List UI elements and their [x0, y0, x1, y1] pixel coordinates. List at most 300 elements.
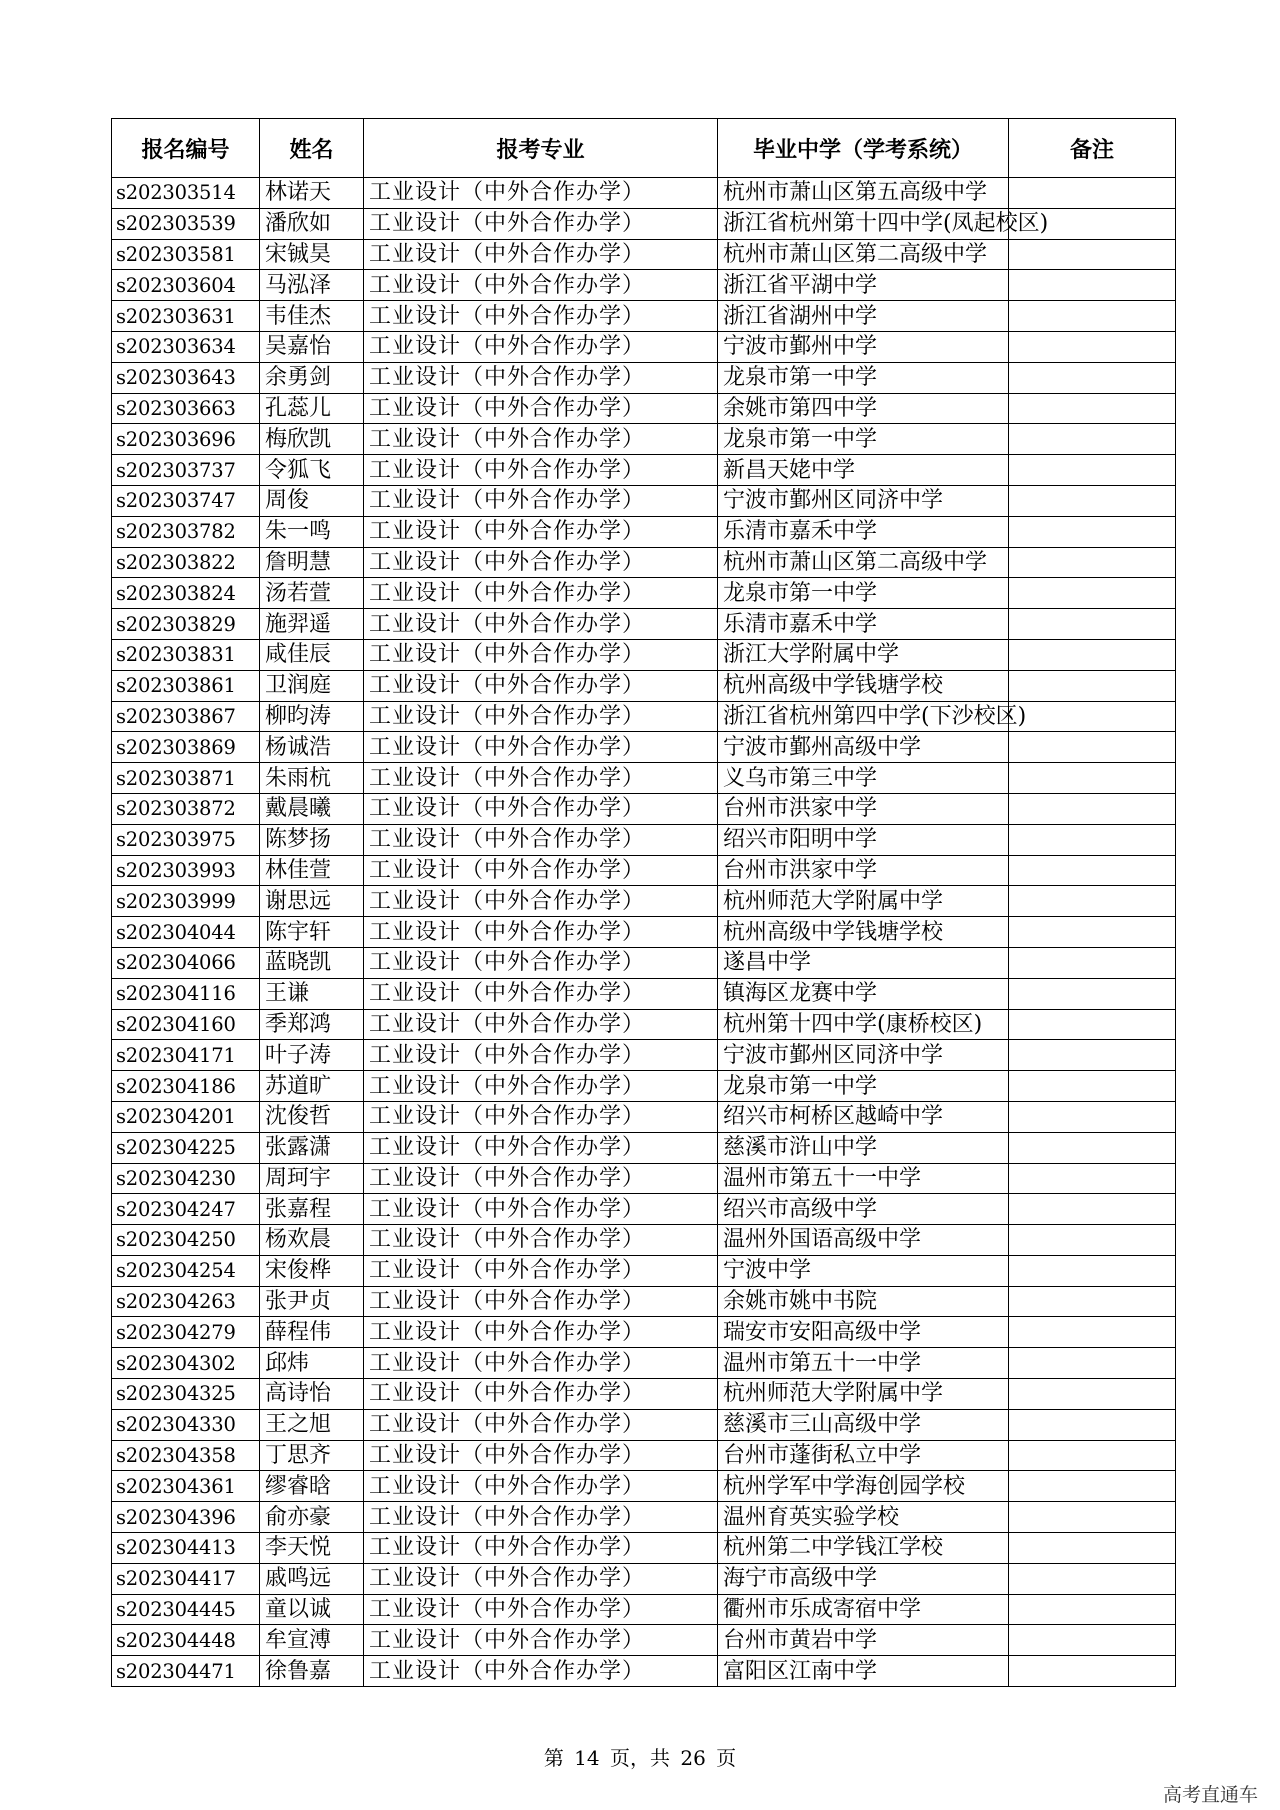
- cell-registration-id: s202304263: [112, 1286, 260, 1317]
- table-row: [112, 1656, 1176, 1687]
- cell-major: 工业设计（中外合作办学）: [364, 270, 718, 301]
- cell-major: 工业设计（中外合作办学）: [364, 1317, 718, 1348]
- cell-registration-id: s202304445: [112, 1594, 260, 1625]
- cell-major: 工业设计（中外合作办学）: [364, 1379, 718, 1410]
- table-row: [112, 1317, 1176, 1348]
- table-row: [112, 1286, 1176, 1317]
- table-row: [112, 793, 1176, 824]
- cell-note: [1009, 886, 1176, 917]
- table-row: [112, 639, 1176, 670]
- cell-school: 浙江大学附属中学: [718, 639, 1009, 670]
- cell-major: 工业设计（中外合作办学）: [364, 947, 718, 978]
- cell-school: 台州市洪家中学: [718, 855, 1009, 886]
- cell-major: 工业设计（中外合作办学）: [364, 424, 718, 455]
- cell-major: 工业设计（中外合作办学）: [364, 1225, 718, 1256]
- cell-note: [1009, 239, 1176, 270]
- cell-name: 孔蕊儿: [260, 393, 364, 424]
- cell-registration-id: s202304171: [112, 1040, 260, 1071]
- table-row: [112, 1563, 1176, 1594]
- cell-major: 工业设计（中外合作办学）: [364, 1255, 718, 1286]
- table-row: [112, 732, 1176, 763]
- cell-note: [1009, 1009, 1176, 1040]
- cell-note: [1009, 1656, 1176, 1687]
- cell-note: [1009, 362, 1176, 393]
- cell-school: 镇海区龙赛中学: [718, 978, 1009, 1009]
- cell-name: 李天悦: [260, 1533, 364, 1564]
- cell-note: [1009, 793, 1176, 824]
- cell-school: 富阳区江南中学: [718, 1656, 1009, 1687]
- cell-name: 俞亦豪: [260, 1502, 364, 1533]
- table-row: [112, 547, 1176, 578]
- cell-note: [1009, 1563, 1176, 1594]
- cell-school: 宁波市鄞州中学: [718, 331, 1009, 362]
- cell-name: 苏道旷: [260, 1071, 364, 1102]
- cell-school: 义乌市第三中学: [718, 763, 1009, 794]
- cell-major: 工业设计（中外合作办学）: [364, 1440, 718, 1471]
- cell-registration-id: s202303867: [112, 701, 260, 732]
- cell-major: 工业设计（中外合作办学）: [364, 886, 718, 917]
- cell-registration-id: s202304330: [112, 1409, 260, 1440]
- cell-registration-id: s202303872: [112, 793, 260, 824]
- cell-school: 浙江省杭州第四中学(下沙校区): [718, 701, 1009, 732]
- cell-note: [1009, 1101, 1176, 1132]
- cell-major: 工业设计（中外合作办学）: [364, 1533, 718, 1564]
- table-row: [112, 1440, 1176, 1471]
- cell-registration-id: s202303999: [112, 886, 260, 917]
- cell-school: 杭州高级中学钱塘学校: [718, 917, 1009, 948]
- cell-major: 工业设计（中外合作办学）: [364, 763, 718, 794]
- cell-name: 沈俊哲: [260, 1101, 364, 1132]
- table-row: [112, 701, 1176, 732]
- cell-name: 周俊: [260, 485, 364, 516]
- table-row: [112, 1163, 1176, 1194]
- page-number: 第 14 页，共 26 页: [543, 1746, 737, 1770]
- table-row: [112, 1379, 1176, 1410]
- table-row: [112, 855, 1176, 886]
- cell-name: 杨诚浩: [260, 732, 364, 763]
- cell-note: [1009, 1071, 1176, 1102]
- cell-school: 杭州市萧山区第二高级中学: [718, 547, 1009, 578]
- table-row: [112, 1471, 1176, 1502]
- cell-registration-id: s202304230: [112, 1163, 260, 1194]
- cell-school: 新昌天姥中学: [718, 455, 1009, 486]
- cell-major: 工业设计（中外合作办学）: [364, 1594, 718, 1625]
- cell-name: 林诺天: [260, 178, 364, 209]
- cell-registration-id: s202303871: [112, 763, 260, 794]
- cell-registration-id: s202303604: [112, 270, 260, 301]
- cell-note: [1009, 917, 1176, 948]
- table-row: [112, 362, 1176, 393]
- table-row: [112, 1225, 1176, 1256]
- cell-note: [1009, 1379, 1176, 1410]
- cell-registration-id: s202303831: [112, 639, 260, 670]
- cell-school: 龙泉市第一中学: [718, 578, 1009, 609]
- table-row: [112, 393, 1176, 424]
- cell-school: 浙江省杭州第十四中学(凤起校区): [718, 208, 1009, 239]
- cell-major: 工业设计（中外合作办学）: [364, 1348, 718, 1379]
- cell-note: [1009, 455, 1176, 486]
- cell-major: 工业设计（中外合作办学）: [364, 639, 718, 670]
- cell-school: 乐清市嘉禾中学: [718, 609, 1009, 640]
- cell-name: 戴晨曦: [260, 793, 364, 824]
- table-row: [112, 485, 1176, 516]
- cell-school: 温州市第五十一中学: [718, 1163, 1009, 1194]
- cell-name: 周珂宇: [260, 1163, 364, 1194]
- cell-school: 温州市第五十一中学: [718, 1348, 1009, 1379]
- cell-name: 牟宣溥: [260, 1625, 364, 1656]
- cell-registration-id: s202304396: [112, 1502, 260, 1533]
- table-row: [112, 178, 1176, 209]
- cell-major: 工业设计（中外合作办学）: [364, 1286, 718, 1317]
- watermark-text: 高考直通车: [1162, 1784, 1258, 1806]
- cell-major: 工业设计（中外合作办学）: [364, 1502, 718, 1533]
- cell-name: 潘欣如: [260, 208, 364, 239]
- cell-major: 工业设计（中外合作办学）: [364, 1071, 718, 1102]
- cell-note: [1009, 855, 1176, 886]
- table-row: [112, 239, 1176, 270]
- cell-name: 季郑鸿: [260, 1009, 364, 1040]
- cell-note: [1009, 393, 1176, 424]
- cell-major: 工业设计（中外合作办学）: [364, 1163, 718, 1194]
- cell-note: [1009, 763, 1176, 794]
- cell-registration-id: s202304361: [112, 1471, 260, 1502]
- cell-major: 工业设计（中外合作办学）: [364, 670, 718, 701]
- cell-major: 工业设计（中外合作办学）: [364, 1563, 718, 1594]
- cell-name: 谢思远: [260, 886, 364, 917]
- cell-school: 温州外国语高级中学: [718, 1225, 1009, 1256]
- cell-school: 宁波市鄞州区同济中学: [718, 1040, 1009, 1071]
- table-row: [112, 331, 1176, 362]
- cell-registration-id: s202303829: [112, 609, 260, 640]
- cell-registration-id: s202304413: [112, 1533, 260, 1564]
- table-row: [112, 1255, 1176, 1286]
- cell-name: 陈宇轩: [260, 917, 364, 948]
- cell-note: [1009, 1132, 1176, 1163]
- cell-note: [1009, 1225, 1176, 1256]
- cell-registration-id: s202304116: [112, 978, 260, 1009]
- cell-name: 詹明慧: [260, 547, 364, 578]
- cell-note: [1009, 1040, 1176, 1071]
- header-major: 报考专业: [364, 119, 718, 178]
- cell-school: 衢州市乐成寄宿中学: [718, 1594, 1009, 1625]
- cell-name: 梅欣凯: [260, 424, 364, 455]
- cell-note: [1009, 547, 1176, 578]
- cell-registration-id: s202303634: [112, 331, 260, 362]
- table-row: [112, 978, 1176, 1009]
- cell-note: [1009, 639, 1176, 670]
- cell-name: 张尹贞: [260, 1286, 364, 1317]
- table-row: [112, 270, 1176, 301]
- cell-note: [1009, 1409, 1176, 1440]
- cell-note: [1009, 270, 1176, 301]
- cell-major: 工业设计（中外合作办学）: [364, 1409, 718, 1440]
- cell-registration-id: s202304279: [112, 1317, 260, 1348]
- cell-major: 工业设计（中外合作办学）: [364, 301, 718, 332]
- cell-school: 海宁市高级中学: [718, 1563, 1009, 1594]
- table-row: [112, 1594, 1176, 1625]
- cell-major: 工业设计（中外合作办学）: [364, 578, 718, 609]
- table-row: [112, 1625, 1176, 1656]
- cell-school: 温州育英实验学校: [718, 1502, 1009, 1533]
- cell-school: 宁波中学: [718, 1255, 1009, 1286]
- cell-name: 张嘉程: [260, 1194, 364, 1225]
- cell-note: [1009, 1163, 1176, 1194]
- cell-name: 张露潇: [260, 1132, 364, 1163]
- cell-note: [1009, 701, 1176, 732]
- cell-name: 叶子涛: [260, 1040, 364, 1071]
- cell-school: 台州市洪家中学: [718, 793, 1009, 824]
- header-note: 备注: [1009, 119, 1176, 178]
- cell-school: 杭州师范大学附属中学: [718, 886, 1009, 917]
- cell-note: [1009, 1348, 1176, 1379]
- cell-note: [1009, 1471, 1176, 1502]
- cell-major: 工业设计（中外合作办学）: [364, 1656, 718, 1687]
- cell-registration-id: s202303993: [112, 855, 260, 886]
- cell-school: 瑞安市安阳高级中学: [718, 1317, 1009, 1348]
- cell-registration-id: s202303737: [112, 455, 260, 486]
- cell-school: 乐清市嘉禾中学: [718, 516, 1009, 547]
- cell-school: 台州市蓬街私立中学: [718, 1440, 1009, 1471]
- table-row: [112, 1502, 1176, 1533]
- table-row: [112, 1009, 1176, 1040]
- table-row: [112, 208, 1176, 239]
- table-row: [112, 917, 1176, 948]
- cell-major: 工业设计（中外合作办学）: [364, 208, 718, 239]
- cell-school: 浙江省湖州中学: [718, 301, 1009, 332]
- cell-name: 蓝晓凯: [260, 947, 364, 978]
- cell-note: [1009, 1594, 1176, 1625]
- cell-registration-id: s202304201: [112, 1101, 260, 1132]
- cell-registration-id: s202303539: [112, 208, 260, 239]
- cell-school: 余姚市姚中书院: [718, 1286, 1009, 1317]
- cell-school: 台州市黄岩中学: [718, 1625, 1009, 1656]
- cell-registration-id: s202304448: [112, 1625, 260, 1656]
- cell-name: 宋铖昊: [260, 239, 364, 270]
- admission-list-table: [111, 118, 1176, 1687]
- cell-major: 工业设计（中外合作办学）: [364, 239, 718, 270]
- table-row: [112, 1409, 1176, 1440]
- cell-name: 林佳萱: [260, 855, 364, 886]
- header-name: 姓名: [260, 119, 364, 178]
- cell-name: 丁思齐: [260, 1440, 364, 1471]
- cell-note: [1009, 301, 1176, 332]
- cell-school: 杭州第十四中学(康桥校区): [718, 1009, 1009, 1040]
- table-row: [112, 1194, 1176, 1225]
- cell-registration-id: s202304254: [112, 1255, 260, 1286]
- cell-registration-id: s202304250: [112, 1225, 260, 1256]
- cell-name: 缪睿晗: [260, 1471, 364, 1502]
- table-row: [112, 301, 1176, 332]
- cell-name: 薛程伟: [260, 1317, 364, 1348]
- cell-name: 童以诚: [260, 1594, 364, 1625]
- cell-registration-id: s202304247: [112, 1194, 260, 1225]
- cell-major: 工业设计（中外合作办学）: [364, 516, 718, 547]
- cell-registration-id: s202303696: [112, 424, 260, 455]
- cell-school: 龙泉市第一中学: [718, 424, 1009, 455]
- cell-school: 杭州市萧山区第五高级中学: [718, 178, 1009, 209]
- cell-registration-id: s202304225: [112, 1132, 260, 1163]
- cell-major: 工业设计（中外合作办学）: [364, 178, 718, 209]
- cell-note: [1009, 1533, 1176, 1564]
- cell-name: 汤若萱: [260, 578, 364, 609]
- cell-registration-id: s202303514: [112, 178, 260, 209]
- table-row: [112, 670, 1176, 701]
- cell-registration-id: s202304044: [112, 917, 260, 948]
- table-row: [112, 1071, 1176, 1102]
- cell-registration-id: s202303747: [112, 485, 260, 516]
- table-body: [112, 178, 1176, 1687]
- cell-name: 王谦: [260, 978, 364, 1009]
- cell-major: 工业设计（中外合作办学）: [364, 978, 718, 1009]
- cell-major: 工业设计（中外合作办学）: [364, 1132, 718, 1163]
- cell-major: 工业设计（中外合作办学）: [364, 1471, 718, 1502]
- cell-school: 杭州学军中学海创园学校: [718, 1471, 1009, 1502]
- cell-registration-id: s202303631: [112, 301, 260, 332]
- cell-note: [1009, 485, 1176, 516]
- cell-registration-id: s202304471: [112, 1656, 260, 1687]
- cell-registration-id: s202303861: [112, 670, 260, 701]
- cell-name: 朱一鸣: [260, 516, 364, 547]
- cell-major: 工业设计（中外合作办学）: [364, 732, 718, 763]
- cell-school: 杭州高级中学钱塘学校: [718, 670, 1009, 701]
- table-row: [112, 1101, 1176, 1132]
- cell-major: 工业设计（中外合作办学）: [364, 1009, 718, 1040]
- cell-school: 宁波市鄞州高级中学: [718, 732, 1009, 763]
- table-row: [112, 1533, 1176, 1564]
- cell-note: [1009, 1440, 1176, 1471]
- cell-registration-id: s202303869: [112, 732, 260, 763]
- cell-name: 咸佳辰: [260, 639, 364, 670]
- cell-major: 工业设计（中外合作办学）: [364, 1194, 718, 1225]
- cell-note: [1009, 947, 1176, 978]
- cell-major: 工业设计（中外合作办学）: [364, 855, 718, 886]
- cell-note: [1009, 1194, 1176, 1225]
- cell-major: 工业设计（中外合作办学）: [364, 1101, 718, 1132]
- cell-school: 慈溪市浒山中学: [718, 1132, 1009, 1163]
- cell-name: 余勇剑: [260, 362, 364, 393]
- cell-major: 工业设计（中外合作办学）: [364, 455, 718, 486]
- cell-school: 余姚市第四中学: [718, 393, 1009, 424]
- cell-registration-id: s202303975: [112, 824, 260, 855]
- table-header-row: [112, 119, 1176, 178]
- cell-note: [1009, 978, 1176, 1009]
- cell-name: 韦佳杰: [260, 301, 364, 332]
- cell-major: 工业设计（中外合作办学）: [364, 331, 718, 362]
- cell-name: 朱雨杭: [260, 763, 364, 794]
- table-row: [112, 824, 1176, 855]
- cell-major: 工业设计（中外合作办学）: [364, 485, 718, 516]
- cell-registration-id: s202303824: [112, 578, 260, 609]
- cell-note: [1009, 824, 1176, 855]
- cell-registration-id: s202303663: [112, 393, 260, 424]
- cell-registration-id: s202303581: [112, 239, 260, 270]
- table-row: [112, 886, 1176, 917]
- cell-school: 慈溪市三山高级中学: [718, 1409, 1009, 1440]
- table-row: [112, 1132, 1176, 1163]
- cell-school: 绍兴市阳明中学: [718, 824, 1009, 855]
- cell-name: 高诗怡: [260, 1379, 364, 1410]
- table-row: [112, 947, 1176, 978]
- cell-major: 工业设计（中外合作办学）: [364, 824, 718, 855]
- cell-note: [1009, 1286, 1176, 1317]
- cell-name: 吴嘉怡: [260, 331, 364, 362]
- cell-note: [1009, 178, 1176, 209]
- table-row: [112, 516, 1176, 547]
- cell-note: [1009, 578, 1176, 609]
- cell-school: 龙泉市第一中学: [718, 1071, 1009, 1102]
- cell-name: 徐鲁嘉: [260, 1656, 364, 1687]
- cell-school: 宁波市鄞州区同济中学: [718, 485, 1009, 516]
- cell-note: [1009, 424, 1176, 455]
- cell-school: 遂昌中学: [718, 947, 1009, 978]
- cell-major: 工业设计（中外合作办学）: [364, 793, 718, 824]
- cell-registration-id: s202303782: [112, 516, 260, 547]
- table-row: [112, 1040, 1176, 1071]
- cell-note: [1009, 670, 1176, 701]
- cell-major: 工业设计（中外合作办学）: [364, 609, 718, 640]
- cell-note: [1009, 1317, 1176, 1348]
- cell-major: 工业设计（中外合作办学）: [364, 1625, 718, 1656]
- cell-registration-id: s202304302: [112, 1348, 260, 1379]
- table-row: [112, 455, 1176, 486]
- cell-name: 令狐飞: [260, 455, 364, 486]
- cell-note: [1009, 331, 1176, 362]
- table-row: [112, 609, 1176, 640]
- cell-major: 工业设计（中外合作办学）: [364, 701, 718, 732]
- cell-major: 工业设计（中外合作办学）: [364, 393, 718, 424]
- table-row: [112, 1348, 1176, 1379]
- cell-registration-id: s202304066: [112, 947, 260, 978]
- cell-name: 陈梦扬: [260, 824, 364, 855]
- cell-note: [1009, 1502, 1176, 1533]
- table-row: [112, 763, 1176, 794]
- cell-note: [1009, 1625, 1176, 1656]
- cell-registration-id: s202304358: [112, 1440, 260, 1471]
- cell-registration-id: s202304417: [112, 1563, 260, 1594]
- cell-name: 宋俊桦: [260, 1255, 364, 1286]
- cell-school: 浙江省平湖中学: [718, 270, 1009, 301]
- cell-note: [1009, 732, 1176, 763]
- cell-registration-id: s202304160: [112, 1009, 260, 1040]
- table-row: [112, 424, 1176, 455]
- cell-name: 邱炜: [260, 1348, 364, 1379]
- cell-major: 工业设计（中外合作办学）: [364, 362, 718, 393]
- cell-major: 工业设计（中外合作办学）: [364, 1040, 718, 1071]
- cell-note: [1009, 609, 1176, 640]
- cell-school: 杭州市萧山区第二高级中学: [718, 239, 1009, 270]
- cell-note: [1009, 516, 1176, 547]
- cell-registration-id: s202304186: [112, 1071, 260, 1102]
- cell-school: 杭州师范大学附属中学: [718, 1379, 1009, 1410]
- cell-school: 绍兴市柯桥区越崎中学: [718, 1101, 1009, 1132]
- table-row: [112, 578, 1176, 609]
- cell-school: 绍兴市高级中学: [718, 1194, 1009, 1225]
- cell-name: 柳昀涛: [260, 701, 364, 732]
- header-registration-id: 报名编号: [112, 119, 260, 178]
- cell-name: 戚鸣远: [260, 1563, 364, 1594]
- cell-registration-id: s202304325: [112, 1379, 260, 1410]
- cell-school: 杭州第二中学钱江学校: [718, 1533, 1009, 1564]
- cell-name: 卫润庭: [260, 670, 364, 701]
- cell-name: 施羿遥: [260, 609, 364, 640]
- cell-major: 工业设计（中外合作办学）: [364, 917, 718, 948]
- cell-name: 马泓泽: [260, 270, 364, 301]
- cell-name: 王之旭: [260, 1409, 364, 1440]
- cell-major: 工业设计（中外合作办学）: [364, 547, 718, 578]
- header-school: 毕业中学（学考系统）: [718, 119, 1009, 178]
- cell-school: 龙泉市第一中学: [718, 362, 1009, 393]
- cell-name: 杨欢晨: [260, 1225, 364, 1256]
